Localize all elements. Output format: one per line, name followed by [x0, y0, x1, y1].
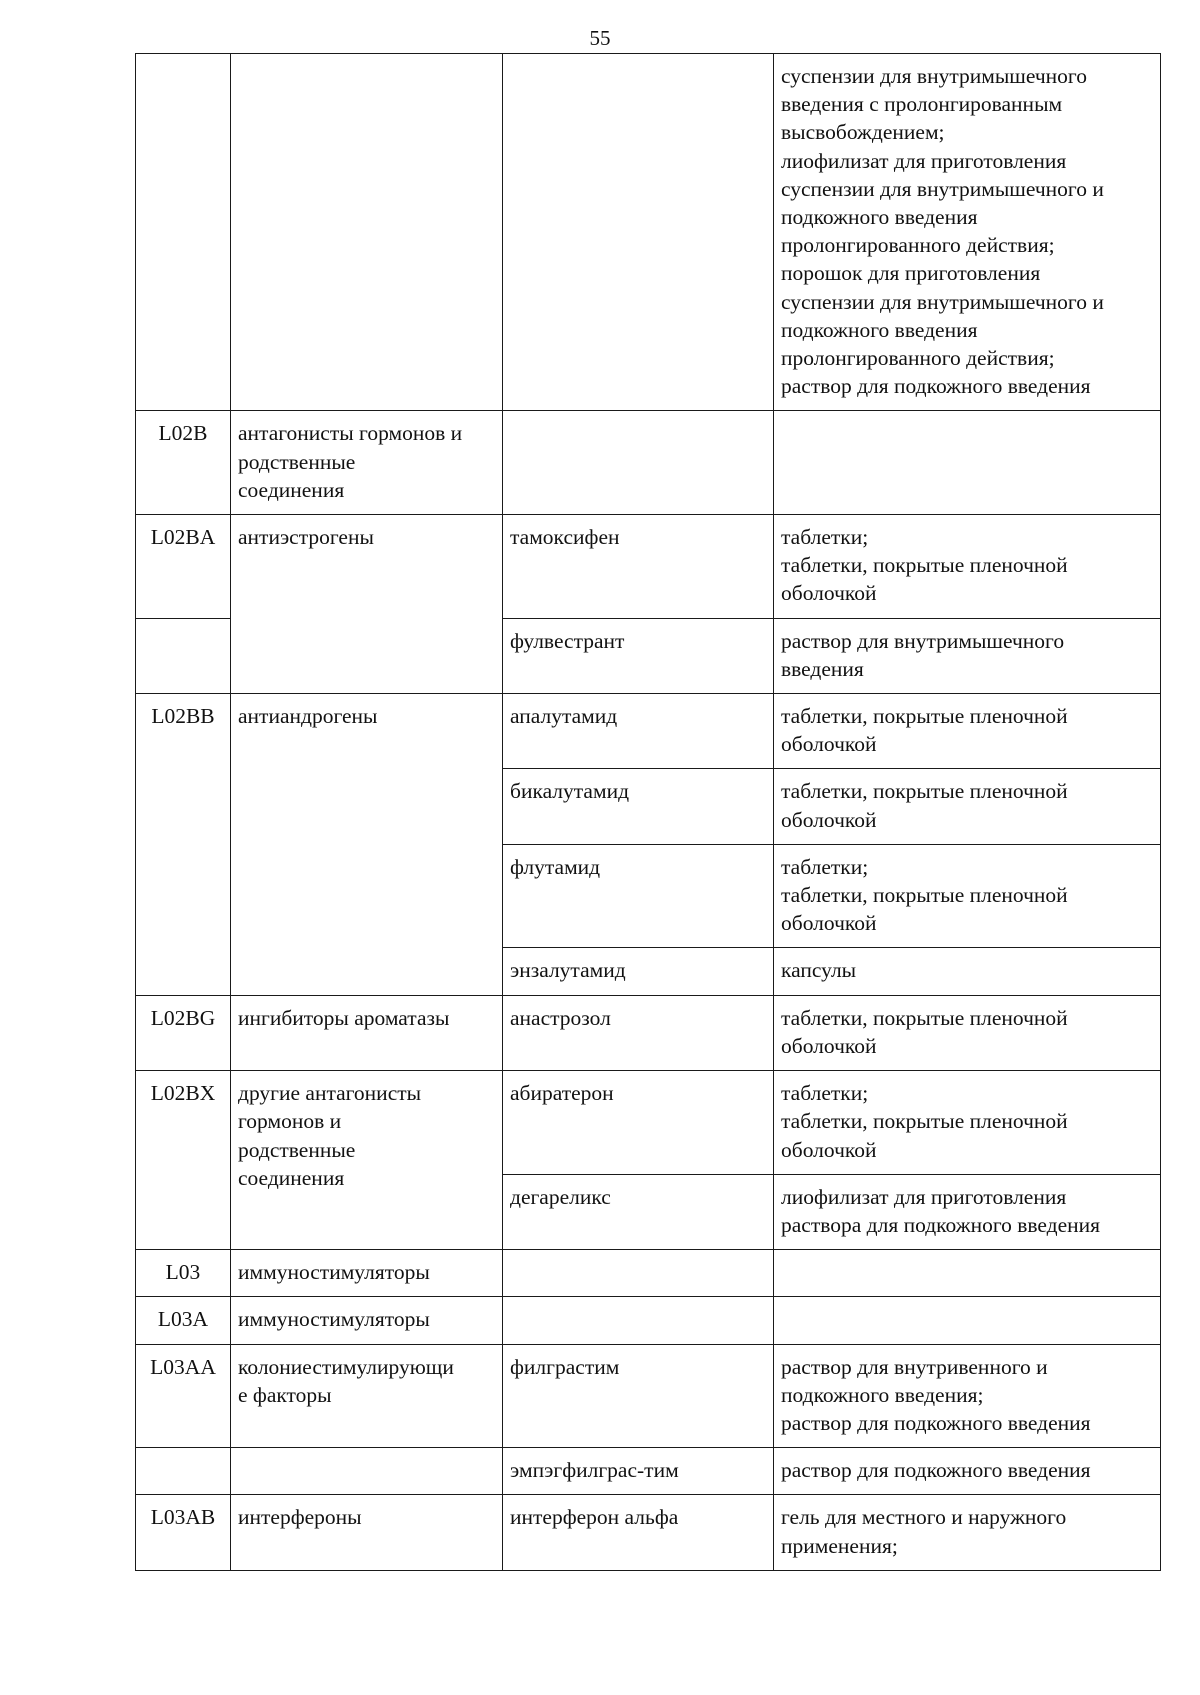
table-cell: таблетки, покрытые пленочной оболочкой	[774, 769, 1161, 844]
table-cell: таблетки, покрытые пленочной оболочкой	[774, 995, 1161, 1070]
atc-code-cell: L02BA	[136, 515, 231, 619]
table-cell: энзалутамид	[503, 948, 774, 995]
table-cell: дегареликс	[503, 1174, 774, 1249]
table-cell	[231, 1448, 503, 1495]
table-cell	[503, 54, 774, 411]
table-row	[136, 1344, 1161, 1448]
table-cell	[774, 411, 1161, 515]
table-cell: раствор для внутримышечного введения	[774, 618, 1161, 693]
table-row	[136, 515, 1161, 619]
table-cell: суспензии для внутримышечного введения с пролонгированным высвобождением; лиофилизат для приготовления суспензии для внутримышечного и подкожного введения пролонгированного действия; порошок для приготовления суспензии для внутримышечного и подкожного введения пролонгированного действия; раствор для подкожного введения	[774, 54, 1161, 411]
atc-code-cell: L03	[136, 1250, 231, 1297]
table-row	[136, 694, 1161, 769]
drug-classification-table	[135, 53, 1161, 1571]
atc-code-cell	[136, 618, 231, 693]
atc-code-cell: L03A	[136, 1297, 231, 1344]
table-cell: тамоксифен	[503, 515, 774, 619]
table-cell	[503, 1297, 774, 1344]
table-cell: филграстим	[503, 1344, 774, 1448]
table-cell: антиандрогены	[231, 694, 503, 996]
atc-code-cell	[136, 1448, 231, 1495]
table-cell: интерферон альфа	[503, 1495, 774, 1570]
table-cell: капсулы	[774, 948, 1161, 995]
table-cell: эмпэгфилграс-тим	[503, 1448, 774, 1495]
table-cell: таблетки, покрытые пленочной оболочкой	[774, 694, 1161, 769]
page-number: 55	[589, 26, 611, 50]
table-cell: таблетки; таблетки, покрытые пленочной оболочкой	[774, 1071, 1161, 1175]
table-body	[136, 54, 1161, 1571]
table-row	[136, 54, 1161, 411]
atc-code-cell: L02BX	[136, 1071, 231, 1250]
atc-code-cell: L03AA	[136, 1344, 231, 1448]
table-cell	[503, 1250, 774, 1297]
table-cell: раствор для внутривенного и подкожного введения; раствор для подкожного введения	[774, 1344, 1161, 1448]
table-row	[136, 1297, 1161, 1344]
table-cell: раствор для подкожного введения	[774, 1448, 1161, 1495]
table-cell: иммуностимуляторы	[231, 1250, 503, 1297]
table-cell: анастрозол	[503, 995, 774, 1070]
table-cell: иммуностимуляторы	[231, 1297, 503, 1344]
atc-code-cell: L02B	[136, 411, 231, 515]
table-row	[136, 1448, 1161, 1495]
table-cell	[774, 1297, 1161, 1344]
table-row	[136, 1071, 1161, 1175]
table-cell	[774, 1250, 1161, 1297]
table-cell	[503, 411, 774, 515]
table-cell: колониестимулирующи е факторы	[231, 1344, 503, 1448]
table-cell: флутамид	[503, 844, 774, 948]
table-cell: фулвестрант	[503, 618, 774, 693]
table-cell: бикалутамид	[503, 769, 774, 844]
atc-code-cell: L03AB	[136, 1495, 231, 1570]
table-cell: таблетки; таблетки, покрытые пленочной оболочкой	[774, 844, 1161, 948]
table-row	[136, 1250, 1161, 1297]
table-cell: другие антагонисты гормонов и родственные соединения	[231, 1071, 503, 1250]
table-cell: ингибиторы ароматазы	[231, 995, 503, 1070]
atc-code-cell: L02BB	[136, 694, 231, 996]
atc-code-cell: L02BG	[136, 995, 231, 1070]
table-cell: абиратерон	[503, 1071, 774, 1175]
table-cell: антиэстрогены	[231, 515, 503, 694]
table-cell: интерфероны	[231, 1495, 503, 1570]
table-cell: гель для местного и наружного применения;	[774, 1495, 1161, 1570]
table-row	[136, 411, 1161, 515]
table-row	[136, 995, 1161, 1070]
table-row	[136, 1495, 1161, 1570]
table-cell: антагонисты гормонов и родственные соединения	[231, 411, 503, 515]
table-cell: лиофилизат для приготовления раствора для подкожного введения	[774, 1174, 1161, 1249]
table-cell	[231, 54, 503, 411]
table-cell: таблетки; таблетки, покрытые пленочной оболочкой	[774, 515, 1161, 619]
table-cell: апалутамид	[503, 694, 774, 769]
atc-code-cell	[136, 54, 231, 411]
